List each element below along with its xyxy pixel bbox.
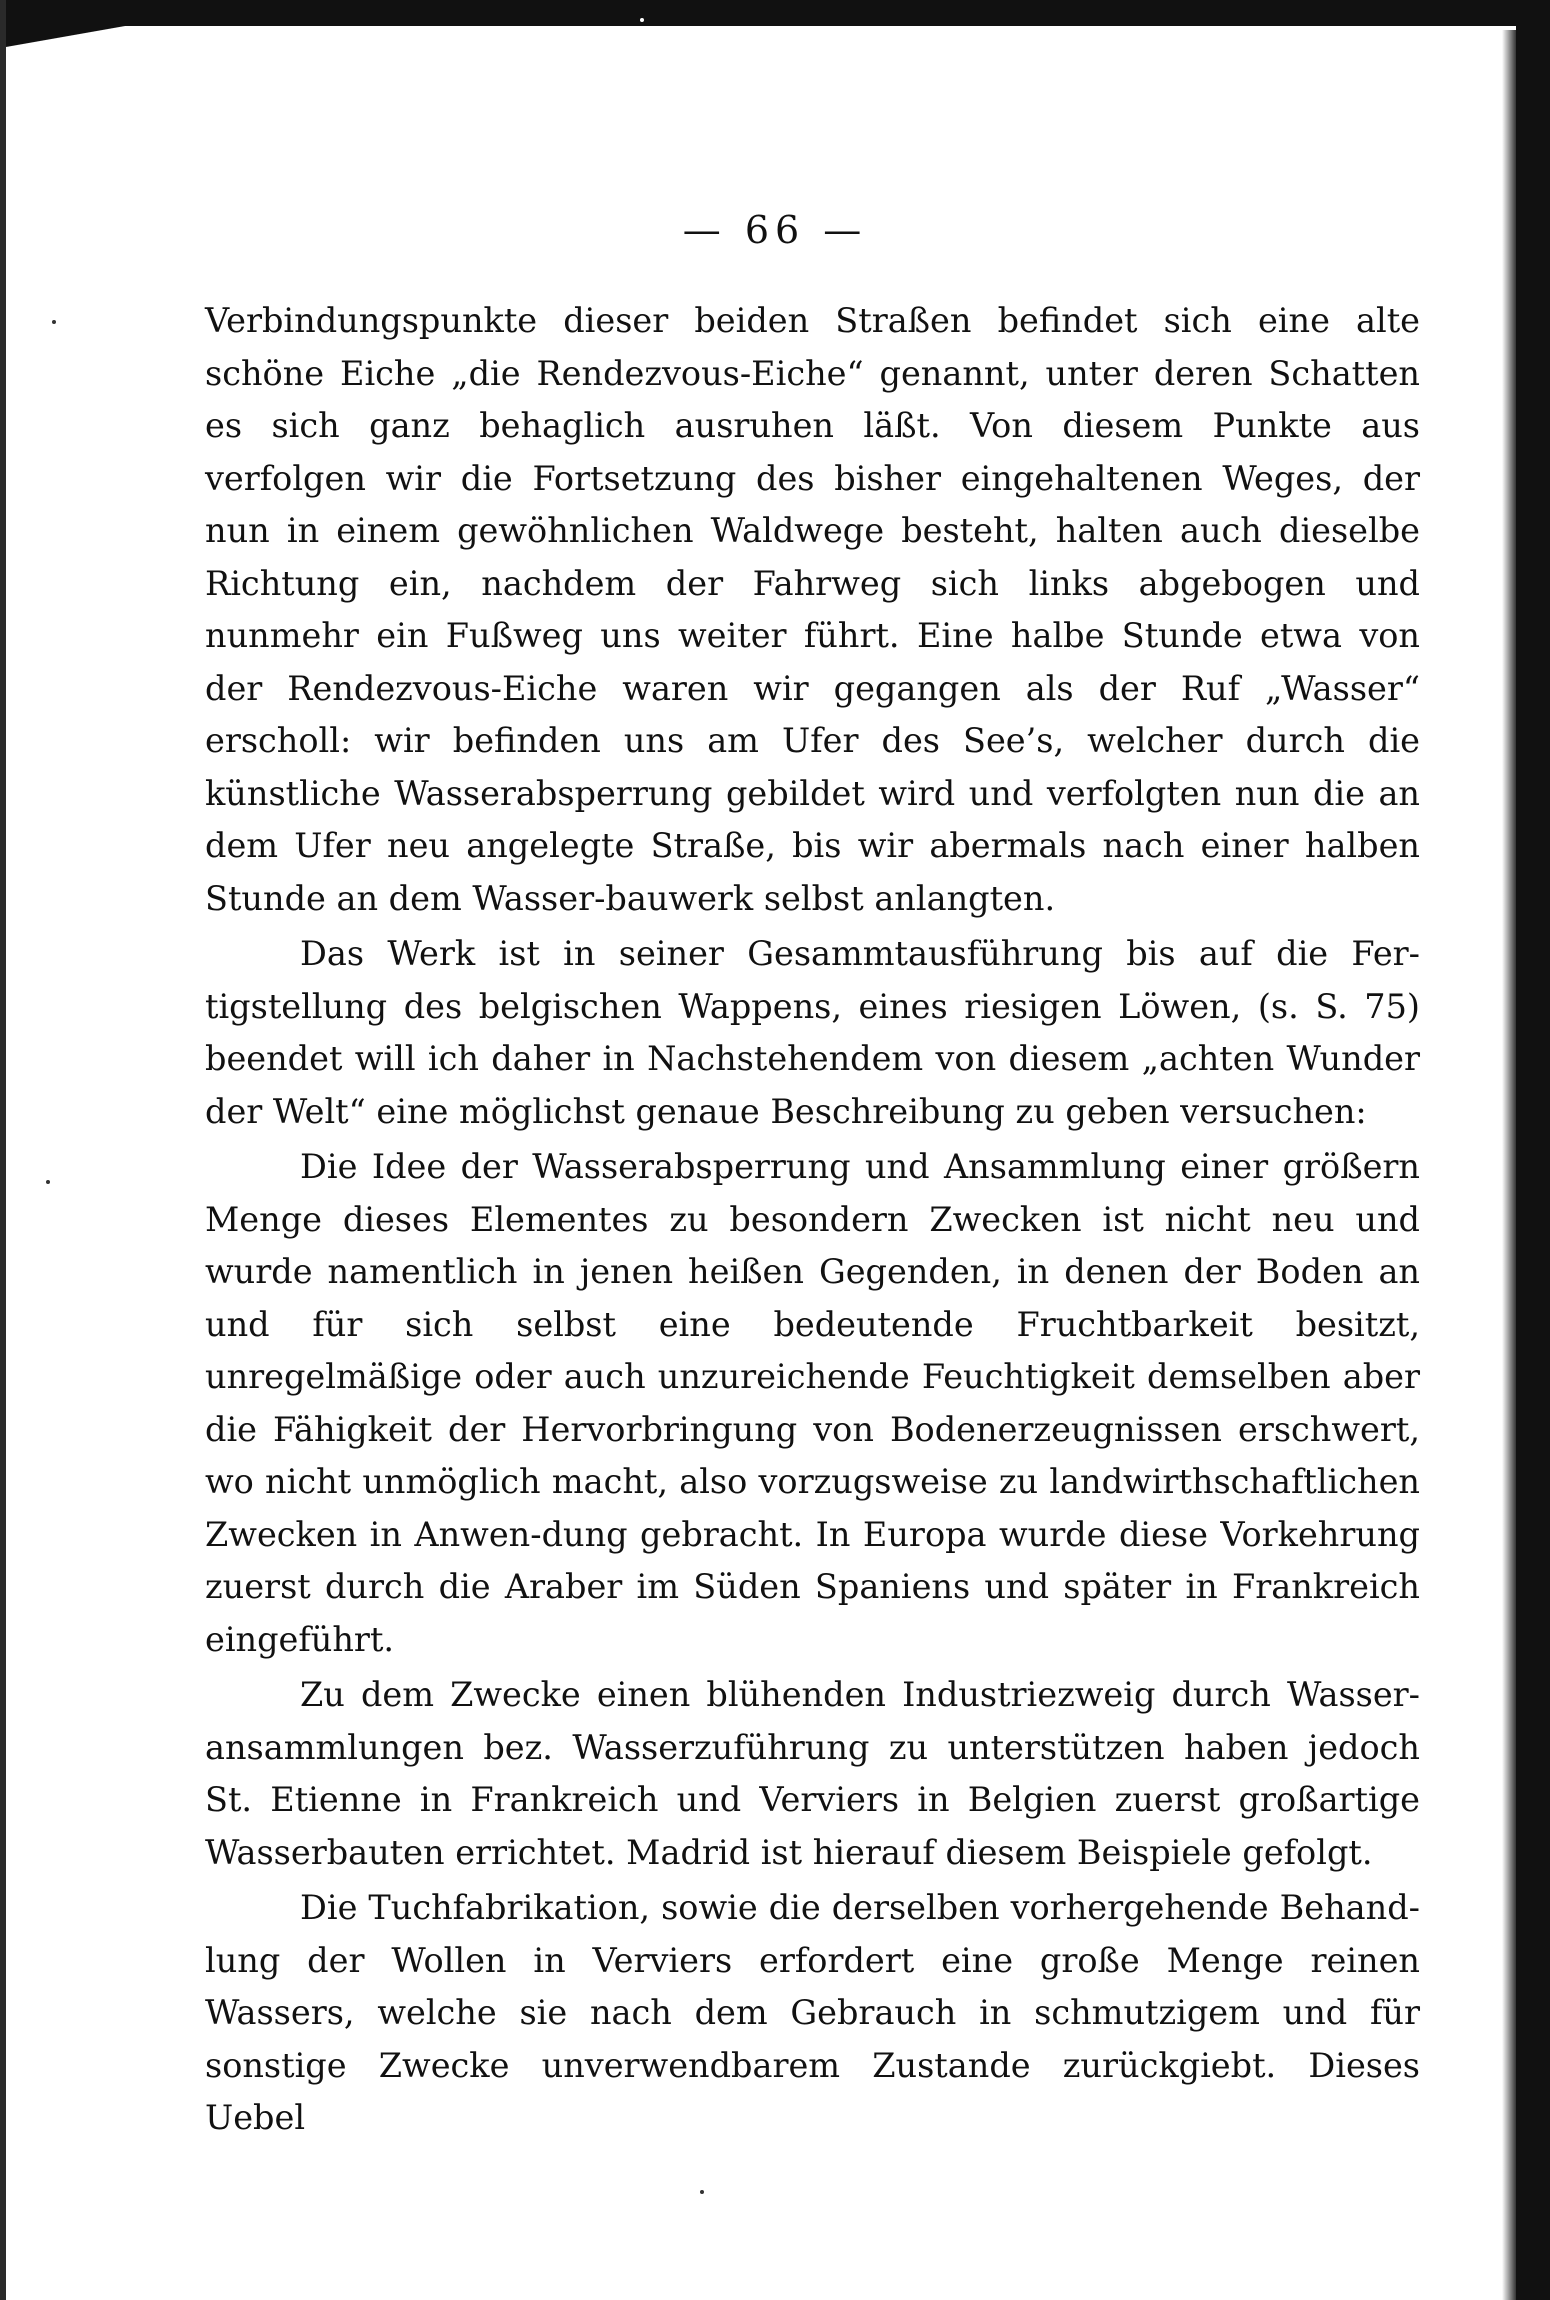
paragraph-3: Die Idee der Wasserabsperrung und Ansammlung einer größern Menge dieses Elementes zu besondern Zwecken ist nicht neu und wurde namentlich in jenen heißen Gegenden, in denen der Boden an und für sich selbst eine bedeutende Fruchtbarkeit besitzt, unregelmäßige oder auch unzureichende Feuchtigkeit demselben aber die Fähigkeit der Hervorbringung von Bodenerzeugnissen erschwert, wo nicht unmöglich macht, also vorzugsweise zu landwirthschaftlichen Zwecken in Anwen-dung gebracht. In Europa wurde diese Vorkehrung zuerst durch die Araber im Süden Spaniens und später in Frankreich eingeführt. xyxy=(205,1147,1420,1659)
scan-speck xyxy=(640,18,644,22)
scan-speck xyxy=(52,320,56,324)
paragraph-5: Die Tuchfabrikation, sowie die derselben vorhergehende Behand-lung der Wollen in Verviers erfordert eine große Menge reinen Wassers, welche sie nach dem Gebrauch in schmutzigem und für sonstige Zwecke unverwendbarem Zustande zurückgiebt. Dieses Uebel xyxy=(205,1888,1420,2137)
paragraph-2: Das Werk ist in seiner Gesammtausführung bis auf die Fer-tigstellung des belgischen Wappens, eines riesigen Löwen, (s. S. 75) beendet will ich daher in Nachstehendem von diesem „achten Wunder der Welt“ eine möglichst genaue Beschreibung zu geben versuchen: xyxy=(205,934,1420,1131)
scan-speck xyxy=(46,1180,50,1184)
page-top-corner-shadow xyxy=(0,26,150,54)
scan-speck xyxy=(700,2190,704,2194)
paragraph-4: Zu dem Zwecke einen blühenden Industriezweig durch Wasser-ansammlungen bez. Wasserzuführung zu unterstützen haben jedoch St. Etienne in Frankreich und Verviers in Belgien zuerst großartige Wasserbauten errichtet. Madrid ist hierauf diesem Beispiele gefolgt. xyxy=(205,1675,1420,1872)
page-right-shadow xyxy=(1502,30,1516,2300)
page-number: — 66 — xyxy=(682,208,868,252)
page-right-border xyxy=(1516,0,1550,2300)
paragraph-1: Verbindungspunkte dieser beiden Straßen befindet sich eine alte schöne Eiche „die Rendezvous-Eiche“ genannt, unter deren Schatten es sich ganz behaglich ausruhen läßt. Von diesem Punkte aus verfolgen wir die Fortsetzung des bisher eingehaltenen Weges, der nun in einem gewöhnlichen Waldwege besteht, halten auch dieselbe Richtung ein, nachdem der Fahrweg sich links abgebogen und nunmehr ein Fußweg uns weiter führt. Eine halbe Stunde etwa von der Rendezvous-Eiche waren wir gegangen als der Ruf „Wasser“ erscholl: wir befinden uns am Ufer des See’s, welcher durch die künstliche Wasserabsperrung gebildet wird und verfolgten nun die an dem Ufer neu angelegte Straße, bis wir abermals nach einer halben Stunde an dem Wasser-bauwerk selbst anlangten. xyxy=(205,301,1420,918)
page-left-border xyxy=(0,0,6,2300)
body-text xyxy=(205,295,1420,2145)
page-top-border xyxy=(0,0,1550,26)
